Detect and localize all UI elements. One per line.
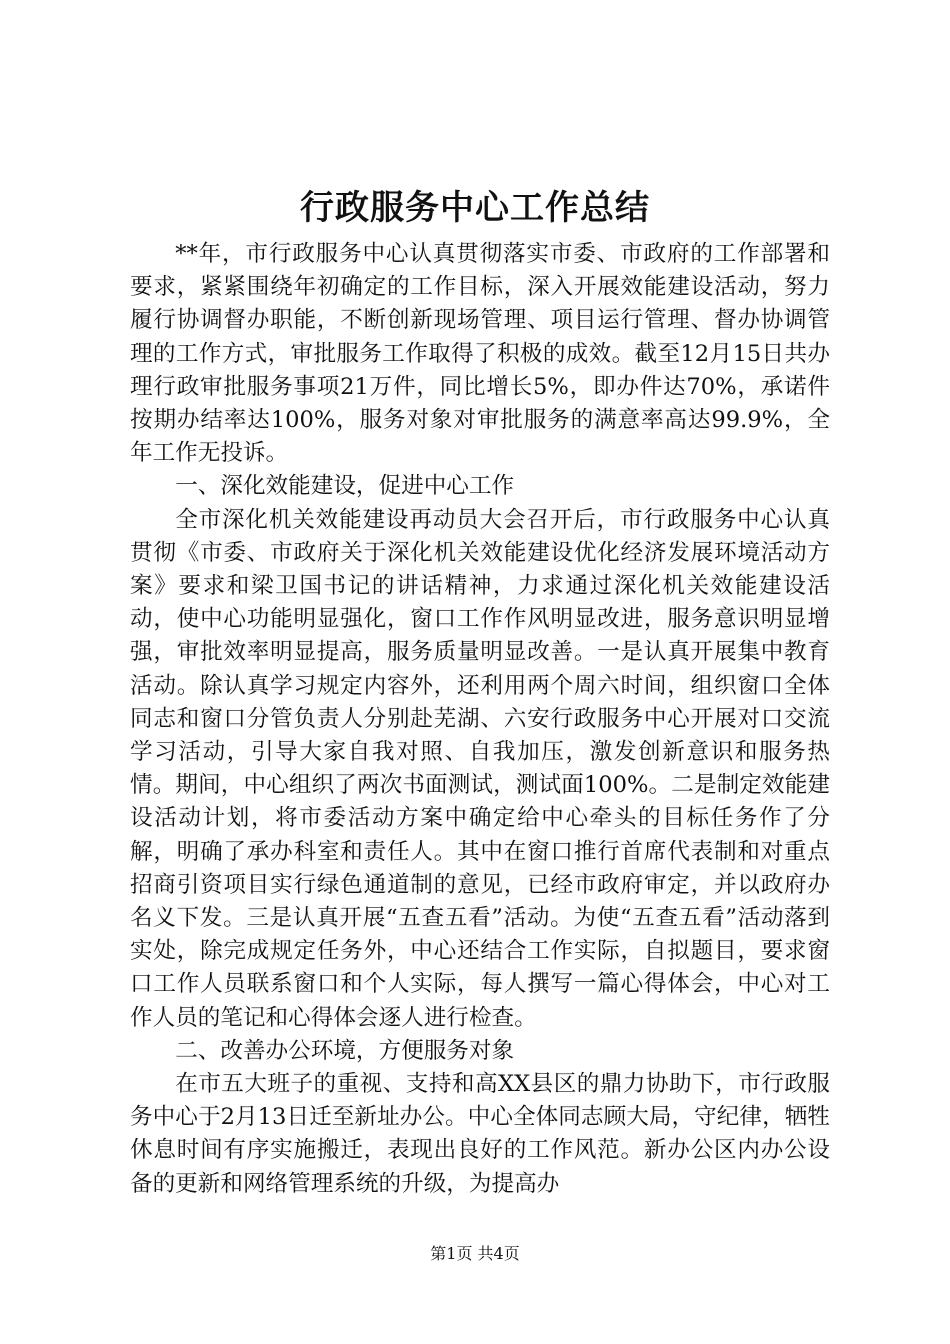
page-footer: 第1页 共4页 <box>430 1244 520 1263</box>
paragraph-intro: **年，市行政服务中心认真贯彻落实市委、市政府的工作部署和要求，紧紧围绕年初确定的工作目标，深入开展效能建设活动，努力履行协调督办职能，不断创新现场管理、项目运行管理、督办协调管理的工作方式，审批服务工作取得了积极的成效。截至12月15日共办理行政审批服务事项21万件，同比增长5%，即办件达70%，承诺件按期办结率达100%，服务对象对审批服务的满意率高达99.9%，全年工作无投诉。 <box>130 241 830 467</box>
section-heading-2: 二、改善办公环境，方便服务对象 <box>175 1037 515 1064</box>
paragraph-section-1: 全市深化机关效能建设再动员大会召开后，市行政服务中心认真贯彻《市委、市政府关于深化机关效能建设优化经济发展环境活动方案》要求和梁卫国书记的讲话精神，力求通过深化机关效能建设活动，使中心功能明显强化，窗口工作作风明显改进，服务意识明显增强，审批效率明显提高，服务质量明显改善。一是认真开展集中教育活动。除认真学习规定内容外，还利用两个周六时间，组织窗口全体同志和窗口分管负责人分别赴芜湖、六安行政服务中心开展对口交流学习活动，引导大家自我对照、自我加压，激发创新意识和服务热情。期间，中心组织了两次书面测试，测试面100%。二是制定效能建设活动计划，将市委活动方案中确定给中心牵头的目标任务作了分解，明确了承办科室和责任人。其中在窗口推行首席代表制和对重点招商引资项目实行绿色通道制的意见，已经市政府审定，并以政府办名义下发。三是认真开展“五查五看”活动。为使“五查五看”活动落到实处，除完成规定任务外，中心还结合工作实际，自拟题目，要求窗口工作人员联系窗口和个人实际，每人撰写一篇心得体会，中心对工作人员的笔记和心得体会逐人进行检查。 <box>130 506 830 1031</box>
document-title: 行政服务中心工作总结 <box>300 188 650 228</box>
paragraph-section-2: 在市五大班子的重视、支持和高XX县区的鼎力协助下，市行政服务中心于2月13日迁至新址办公。中心全体同志顾大局，守纪律，牺牲休息时间有序实施搬迁，表现出良好的工作风范。新办公区内办公设备的更新和网络管理系统的升级，为提高办 <box>130 1071 830 1197</box>
section-heading-1: 一、深化效能建设，促进中心工作 <box>175 473 515 500</box>
document-body <box>130 238 830 1201</box>
